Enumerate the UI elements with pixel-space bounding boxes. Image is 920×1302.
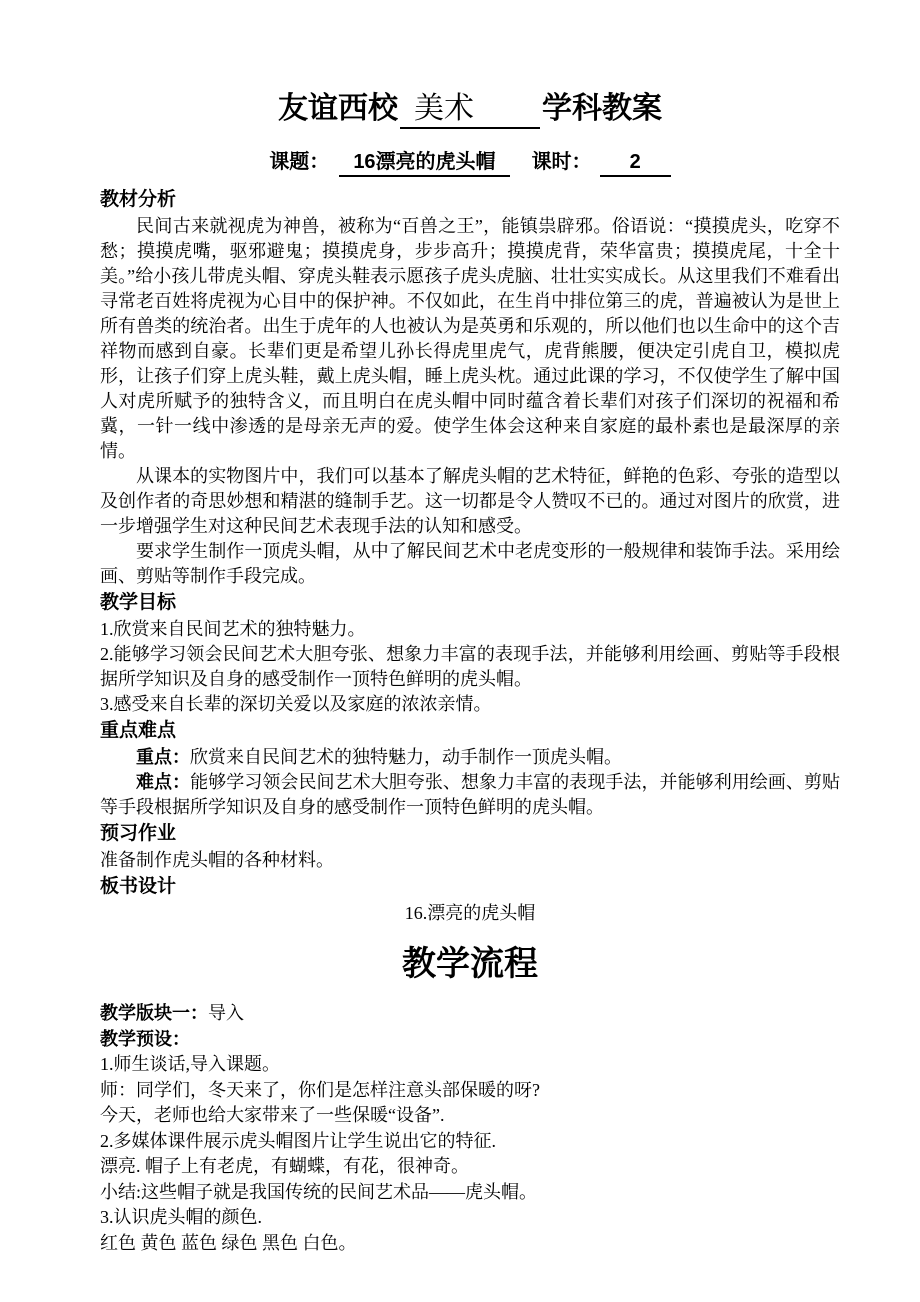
- material-analysis-heading: 教材分析: [100, 189, 177, 210]
- school-name: 友谊西校: [278, 92, 398, 125]
- title-suffix: 学科教案: [542, 92, 662, 125]
- difficulty-text: 能够学习领会民间艺术大胆夸张、想象力丰富的表现手法，并能够利用绘画、剪贴等手段根据所学知识及自身的感受制作一顶特色鲜明的虎头帽。: [100, 772, 841, 817]
- flow-line-6: 小结:这些帽子就是我国传统的民间艺术品——虎头帽。: [100, 1181, 537, 1202]
- course-info-line: [100, 146, 840, 178]
- preview-homework-heading: 预习作业: [100, 823, 177, 844]
- period-label: 课时：: [531, 151, 592, 173]
- process-preset-label: 教学预设：: [100, 1029, 190, 1049]
- process-section-value: 导入: [208, 1003, 244, 1023]
- difficulty-line: [100, 770, 840, 820]
- subject-fill-in: 美术: [400, 92, 540, 129]
- material-analysis-paragraph-1: 民间古来就视虎为神兽，被称为“百兽之王”，能镇祟辟邪。俗语说：“摸摸虎头，吃穿不愁；摸摸虎嘴，驱邪避鬼；摸摸虎身，步步高升；摸摸虎背，荣华富贵；摸摸虎尾，十全十美。”给小孩儿带虎头帽、穿虎头鞋表示愿孩子虎头虎脑、壮壮实实成长。从这里我们不难看出寻常老百姓将虎视为心目中的保护神。不仅如此，在生肖中排位第三的虎，普遍被认为是世上所有兽类的统治者。出生于虎年的人也被认为是英勇和乐观的，所以他们也以生命中的这个吉祥物而感到自豪。长辈们更是希望儿孙长得虎里虎气，虎背熊腰，便决定引虎自卫，模拟虎形，让孩子们穿上虎头鞋，戴上虎头帽，睡上虎头枕。通过此课的学习，不仅使学生了解中国人对虎所赋予的独特含义，而且明白在虎头帽中同时蕴含着长辈们对孩子们深切的祝福和希冀，一针一线中渗透的是母亲无声的爱。使学生体会这种来自家庭的最朴素也是最深厚的亲情。: [100, 216, 840, 461]
- topic-value: 16漂亮的虎头帽: [339, 151, 509, 177]
- flow-line-3: 今天，老师也给大家带来了一些保暖“设备”.: [100, 1105, 445, 1125]
- material-analysis-paragraph-2: 从课本的实物图片中，我们可以基本了解虎头帽的艺术特征，鲜艳的色彩、夸张的造型以及创作者的奇思妙想和精湛的缝制手艺。这一切都是令人赞叹不已的。通过对图片的欣赏，进一步增强学生对这种民间艺术表现手法的认知和感受。: [100, 466, 840, 536]
- period-value: 2: [600, 151, 671, 177]
- key-point-text: 欣赏来自民间艺术的独特魅力，动手制作一顶虎头帽。: [190, 747, 622, 767]
- flow-line-5: 漂亮. 帽子上有老虎，有蝴蝶，有花，很神奇。: [100, 1156, 469, 1176]
- key-point-line: [100, 745, 840, 770]
- flow-line-8: 红色 黄色 蓝色 绿色 黑色 白色。: [100, 1232, 357, 1253]
- preview-homework-text: 准备制作虎头帽的各种材料。: [100, 850, 334, 870]
- process-preset-line: [100, 1026, 840, 1052]
- board-design-text: 16.漂亮的虎头帽: [404, 903, 536, 923]
- difficulty-label: 难点：: [136, 772, 191, 792]
- key-difficulties-heading: 重点难点: [100, 720, 177, 741]
- flow-line-2: 师：同学们，冬天来了，你们是怎样注意头部保暖的呀?: [100, 1079, 540, 1100]
- topic-label: 课题：: [269, 151, 330, 173]
- teaching-goal-item-2: 2.能够学习领会民间艺术大胆夸张、想象力丰富的表现手法，并能够利用绘画、剪贴等手段根据所学知识及自身的感受制作一顶特色鲜明的虎头帽。: [100, 644, 840, 689]
- flow-line-1: 1.师生谈话,导入课题。: [100, 1054, 280, 1074]
- flow-line-7: 3.认识虎头帽的颜色.: [100, 1207, 262, 1227]
- process-section-label: 教学版块一：: [100, 1003, 208, 1023]
- teaching-goal-item-1: 1.欣赏来自民间艺术的独特魅力。: [100, 619, 366, 639]
- document-title: [100, 86, 840, 132]
- flow-line-4: 2.多媒体课件展示虎头帽图片让学生说出它的特征.: [100, 1130, 496, 1151]
- teaching-goal-item-3: 3.感受来自长辈的深切关爱以及家庭的浓浓亲情。: [100, 694, 492, 714]
- teaching-goals-heading: 教学目标: [100, 592, 177, 613]
- teaching-process-title: 教学流程: [402, 946, 538, 983]
- process-section-line: [100, 1000, 840, 1026]
- board-design-heading: 板书设计: [100, 876, 177, 897]
- material-analysis-paragraph-3: 要求学生制作一顶虎头帽，从中了解民间艺术中老虎变形的一般规律和装饰手法。采用绘画、剪贴等制作手段完成。: [100, 541, 840, 586]
- key-point-label: 重点：: [136, 747, 190, 767]
